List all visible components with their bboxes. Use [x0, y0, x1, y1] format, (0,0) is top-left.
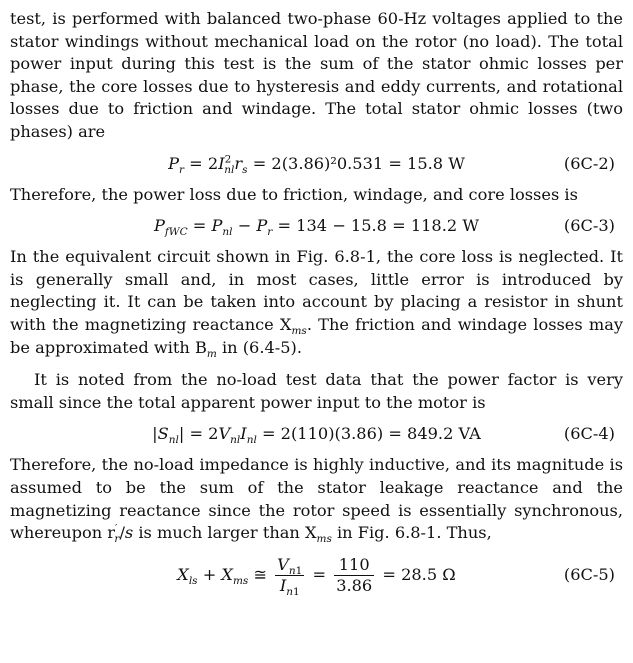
paragraph-5: Therefore, the no-load impedance is highly inductive, and its magnitude is assumed to be the sum of the stator leakage reactance and the magnetizing reactance since the rotor speed is essentially synchronous, whereupon $r'_r/s$ is much larger than $X_{ms}$ in Fig. 6.8-1. Thus,: [10, 455, 623, 546]
equation-6c-3-number: (6C-3): [563, 216, 615, 236]
document-page: [10, 8, 623, 605]
equation-6c-3-math: $P_{fWC} = P_{nl} - P_r = 134 - 15.8 = 118.2$ W: [154, 216, 479, 239]
equation-6c-5-number: (6C-5): [563, 564, 615, 584]
equation-6c-3: [10, 210, 623, 242]
paragraph-3: In the equivalent circuit shown in Fig. 6.8-1, the core loss is neglected. It is generally small and, in most cases, little error is introduced by neglecting it. It can be taken into account by placing a resistor in shunt with the magnetizing reactance $X_{ms}$. The friction and windage losses may be approximated with $B_m$ in (6.4-5).: [10, 247, 624, 360]
equation-6c-2: [10, 148, 623, 180]
equation-6c-4-number: (6C-4): [563, 424, 615, 444]
equation-6c-5-math: $X_{ls} + X_{ms}$ ≅ $\frac{V_{n1}}{I_{n1}}$ = $\frac{110}{3.86}$ = 28.5 Ω: [177, 554, 456, 598]
paragraph-2: Therefore, the power loss due to friction, windage, and core losses is: [10, 184, 578, 204]
fraction-v-over-i: $\frac{V_{n1}}{I_{n1}}$: [277, 554, 303, 598]
equation-6c-5: [10, 549, 623, 601]
paragraph-1: test, is performed with balanced two-phase 60-Hz voltages applied to the stator windings without mechanical load on the rotor (no load). The total power input during this test is the sum of the stator ohmic losses per phase, the core losses due to hysteresis and eddy currents, and rotational losses due to friction and windage. The total stator ohmic losses (two phases) are: [10, 9, 623, 141]
equation-6c-4: [10, 418, 623, 450]
paragraph-4: It is noted from the no-load test data that the power factor is very small since the total apparent power input to the motor is: [10, 370, 623, 412]
equation-6c-4-math: $|S_{nl}| = 2V_{nl}I_{nl} = 2(110)(3.86) = 849.2$ VA: [152, 424, 481, 447]
equation-6c-2-math: $P_r = 2I^2_{nl}r_s = 2(3.86)^20.531 = 15.8$ W: [168, 153, 465, 176]
fraction-numeric: $\frac{110}{3.86}$: [336, 554, 373, 595]
equation-6c-2-number: (6C-2): [563, 153, 615, 173]
